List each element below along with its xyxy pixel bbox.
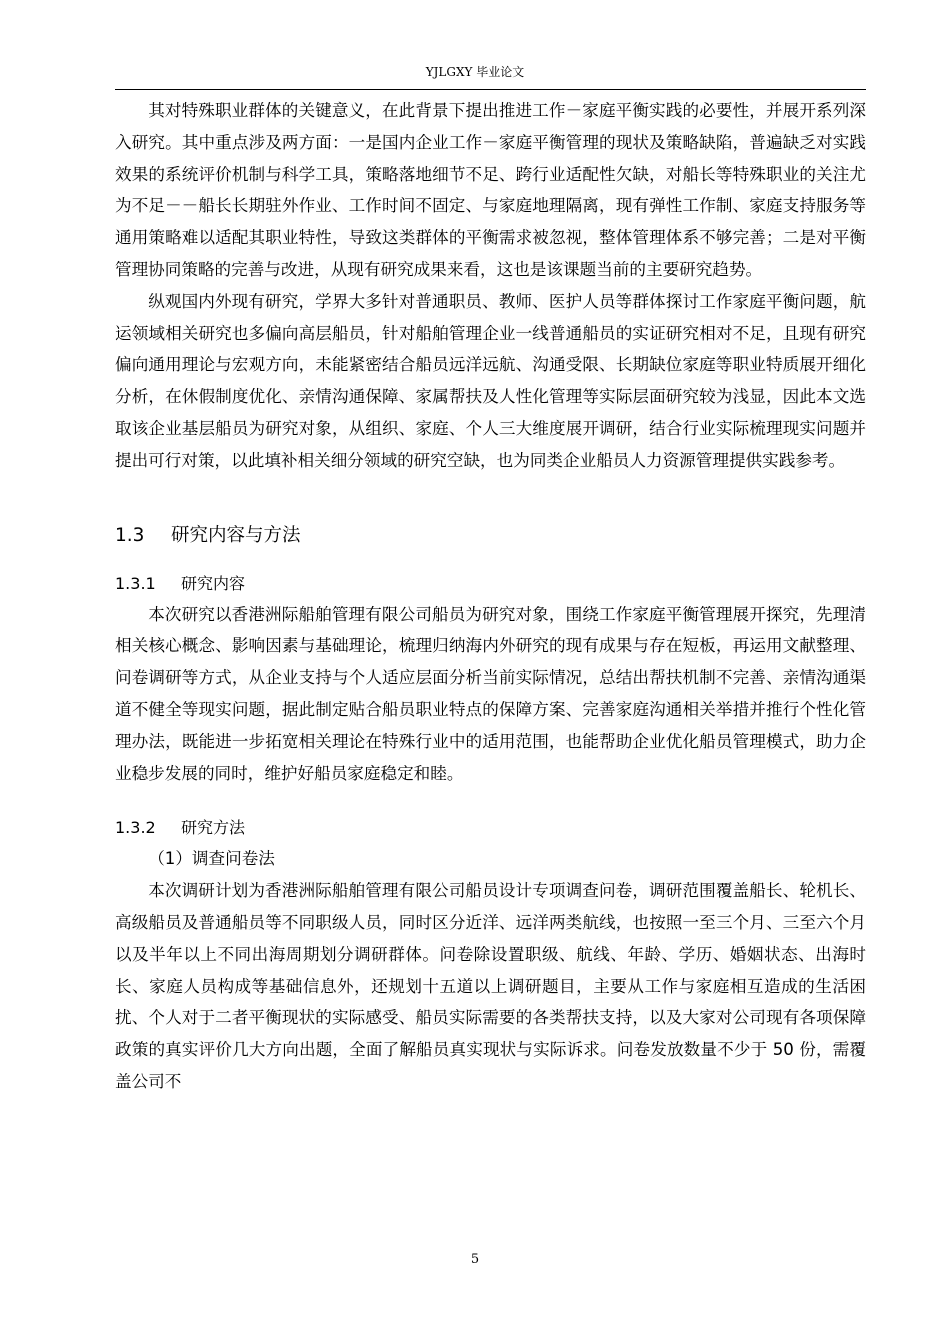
subsection-number: 1.3.2 bbox=[115, 818, 156, 838]
subsection-heading-1-3-1 bbox=[115, 569, 866, 599]
subsection-number: 1.3.1 bbox=[115, 573, 156, 593]
page-body bbox=[115, 95, 866, 1098]
body-paragraph: 纵观国内外现有研究，学界大多针对普通职员、教师、医护人员等群体探讨工作家庭平衡问题，航运领域相关研究也多偏向高层船员，针对船舶管理企业一线普通船员的实证研究相对不足，且现有研究偏向通用理论与宏观方向，未能紧密结合船员远洋远航、沟通受限、长期缺位家庭等职业特质展开细化分析，在休假制度优化、亲情沟通保障、家属帮扶及人性化管理等实际层面研究较为浅显，因此本文选取该企业基层船员为研究对象，从组织、家庭、个人三大维度展开调研，结合行业实际梳理现实问题并提出可行对策，以此填补相关细分领域的研究空缺，也为同类企业船员人力资源管理提供实践参考。 bbox=[115, 291, 866, 470]
subsection-title: 研究方法 bbox=[181, 818, 246, 838]
body-paragraph: 本次研究以香港洲际船舶管理有限公司船员为研究对象，围绕工作家庭平衡管理展开探究，先理清相关核心概念、影响因素与基础理论，梳理归纳海内外研究的现有成果与存在短板，再运用文献整理、问卷调研等方式，从企业支持与个人适应层面分析当前实际情况，总结出帮扶机制不完善、亲情沟通渠道不健全等现实问题，据此制定贴合船员职业特点的保障方案、完善家庭沟通相关举措并推行个性化管理办法，既能进一步拓宽相关理论在特殊行业中的适用范围，也能帮助企业优化船员管理模式，助力企业稳步发展的同时，维护好船员家庭稳定和睦。 bbox=[115, 604, 866, 783]
body-paragraph: 其对特殊职业群体的关键意义，在此背景下提出推进工作－家庭平衡实践的必要性，并展开系列深入研究。其中重点涉及两方面：一是国内企业工作－家庭平衡管理的现状及策略缺陷，普遍缺乏对实践效果的系统评价机制与科学工具，策略落地细节不足、跨行业适配性欠缺，对船长等特殊职业的关注尤为不足－－船长长期驻外作业、工作时间不固定、与家庭地理隔离，现有弹性工作制、家庭支持服务等通用策略难以适配其职业特性，导致这类群体的平衡需求被忽视，整体管理体系不够完善；二是对平衡管理协同策略的完善与改进，从现有研究成果来看，这也是该课题当前的主要研究趋势。 bbox=[115, 101, 866, 279]
section-number: 1.3 bbox=[115, 524, 145, 546]
page-number: 5 bbox=[470, 1252, 480, 1267]
header-divider bbox=[115, 89, 866, 90]
page-header-title: YJLGXY 毕业论文 bbox=[425, 65, 525, 79]
subsection-heading-1-3-2 bbox=[115, 813, 866, 843]
section-heading-1-3 bbox=[115, 521, 866, 551]
method-label: （1）调查问卷法 bbox=[148, 849, 275, 869]
section-title: 研究内容与方法 bbox=[171, 524, 301, 546]
body-paragraph: 本次调研计划为香港洲际船舶管理有限公司船员设计专项调查问卷，调研范围覆盖船长、轮机长、高级船员及普通船员等不同职级人员，同时区分近洋、远洋两类航线，也按照一至三个月、三至六个月以及半年以上不同出海周期划分调研群体。问卷除设置职级、航线、年龄、学历、婚姻状态、出海时长、家庭人员构成等基础信息外，还规划十五道以上调研题目，主要从工作与家庭相互造成的生活困扰、个人对于二者平衡现状的实际感受、船员实际需要的各类帮扶支持，以及大家对公司现有各项保障政策的真实评价几大方向出题，全面了解船员真实现状与实际诉求。问卷发放数量不少于 50 份，需覆盖公司不 bbox=[115, 881, 866, 1091]
subsection-title: 研究内容 bbox=[181, 573, 246, 593]
